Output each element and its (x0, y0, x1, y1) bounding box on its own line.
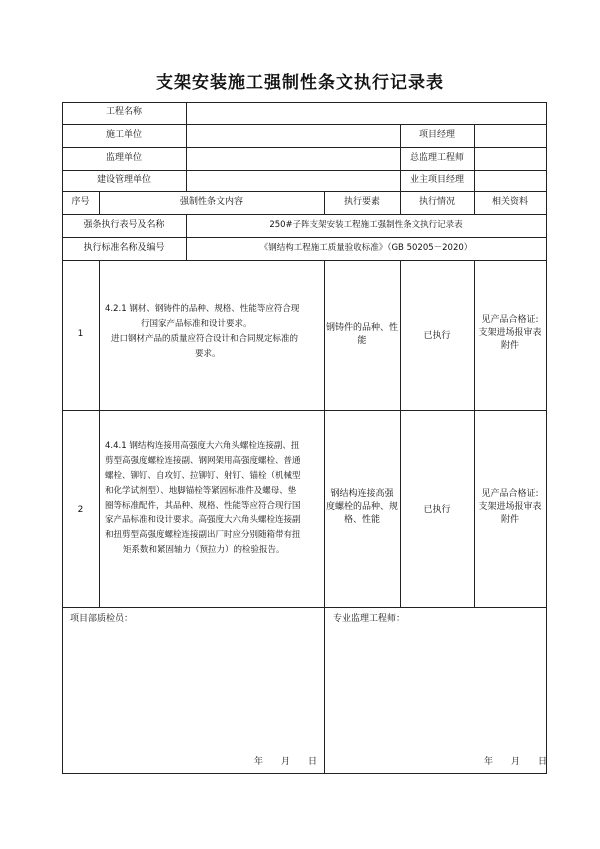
supervisor-label: 专业监理工程师： (333, 614, 406, 624)
row-1-content-line: 进口钢材产品的质量应符合设计和合同规定标准的 (111, 333, 299, 344)
supervisor-date-day: 日 (538, 757, 548, 767)
row-1-docs-line: 支架进场报审表 (478, 328, 542, 339)
supervisor-date-year: 年 (484, 757, 494, 767)
row-1-content-line: 要求。 (195, 348, 221, 359)
supervision-unit-label: 监理单位 (105, 153, 142, 163)
row-2-key-point (324, 488, 400, 527)
col-header-status: 执行情况 (418, 197, 455, 207)
col-header-key-point: 执行要素 (343, 197, 380, 207)
standard-value: 《钢结构工程施工质量验收标准》（GB 50205－2020） (259, 243, 473, 253)
row-2-content-line: 4.4.1 钢结构连接用高强度大六角头螺栓连接副、扭 (105, 441, 300, 451)
supervisor-date-month: 月 (511, 757, 521, 767)
row-2-docs (474, 488, 546, 527)
owner-pm-label: 业主项目经理 (409, 175, 464, 185)
form-title: 支架安装施工强制性条文执行记录表 (156, 73, 444, 93)
inspector-date-day: 日 (308, 757, 318, 767)
record-table-label: 强条执行表号及名称 (83, 220, 165, 230)
record-table-value: 250#子阵支架安装工程施工强制性条文执行记录表 (269, 220, 463, 230)
row-2-content-line: 剪型高强度螺栓连接副、钢网架用高强度螺栓、普通 (105, 455, 301, 466)
row-1-key-point-line: 能 (357, 336, 367, 347)
row-1-docs (474, 314, 546, 353)
project-manager-label: 项目经理 (418, 130, 455, 140)
row-1-docs-line: 附件 (500, 341, 519, 352)
col-header-docs: 相关资料 (491, 197, 528, 207)
row-2-seq: 2 (77, 505, 84, 515)
construction-unit-label: 施工单位 (105, 130, 142, 140)
row-2-content-line: 矩系数和紧固轴力（预拉力）的检验报告。 (123, 545, 285, 556)
standard-label: 执行标准名称及编号 (83, 243, 165, 253)
row-2-docs-line: 附件 (500, 515, 519, 526)
project-name-label: 工程名称 (105, 107, 142, 117)
row-2-content-line: 家产品标准和设计要求。高强度大六角头螺栓连接副 (105, 515, 301, 526)
row-1-content (103, 302, 321, 362)
col-header-seq: 序号 (71, 197, 90, 207)
row-1-status: 已执行 (423, 331, 451, 341)
row-2-content (105, 439, 321, 558)
row-2-key-point-line: 格、性能 (343, 515, 380, 526)
row-2-content-line: 圈等标准配件，其品种、规格、性能等应符合现行国 (105, 500, 301, 511)
row-2-content-line: 和化学试剂型）、地脚锚栓等紧固标准件及螺母、垫 (105, 485, 297, 496)
row-2-docs-line: 支架进场报审表 (478, 502, 542, 513)
chief-supervisor-label: 总监理工程师 (409, 153, 464, 163)
row-1-content-line: 4.2.1 钢材、钢铸件的品种、规格、性能等应符合现 (105, 304, 300, 314)
row-2-content-line: 和扭剪型高强度螺栓连接副出厂时应分别随箱带有扭 (105, 530, 301, 541)
inspector-date-month: 月 (281, 757, 291, 767)
inspector-date-year: 年 (254, 757, 264, 767)
row-1-seq: 1 (77, 329, 84, 339)
inspector-label: 项目部质检员： (70, 614, 134, 624)
row-1-content-line: 行国家产品标准和设计要求。 (141, 318, 252, 329)
row-2-key-point-line: 度螺栓的品种、规 (325, 502, 398, 513)
row-1-key-point-line: 钢铸件的品种、性 (325, 323, 398, 333)
row-2-docs-line: 见产品合格证: (481, 489, 539, 499)
row-2-key-point-line: 钢结构连接高强 (330, 489, 394, 499)
col-header-content: 强制性条文内容 (179, 197, 243, 207)
row-2-status: 已执行 (423, 505, 451, 515)
row-2-content-line: 螺栓、铆钉、自攻钉、拉铆钉、射钉、锚栓（机械型 (105, 470, 301, 481)
owner-unit-label: 建设管理单位 (96, 175, 151, 185)
row-1-key-point (324, 322, 400, 348)
row-1-docs-line: 见产品合格证: (481, 315, 539, 325)
